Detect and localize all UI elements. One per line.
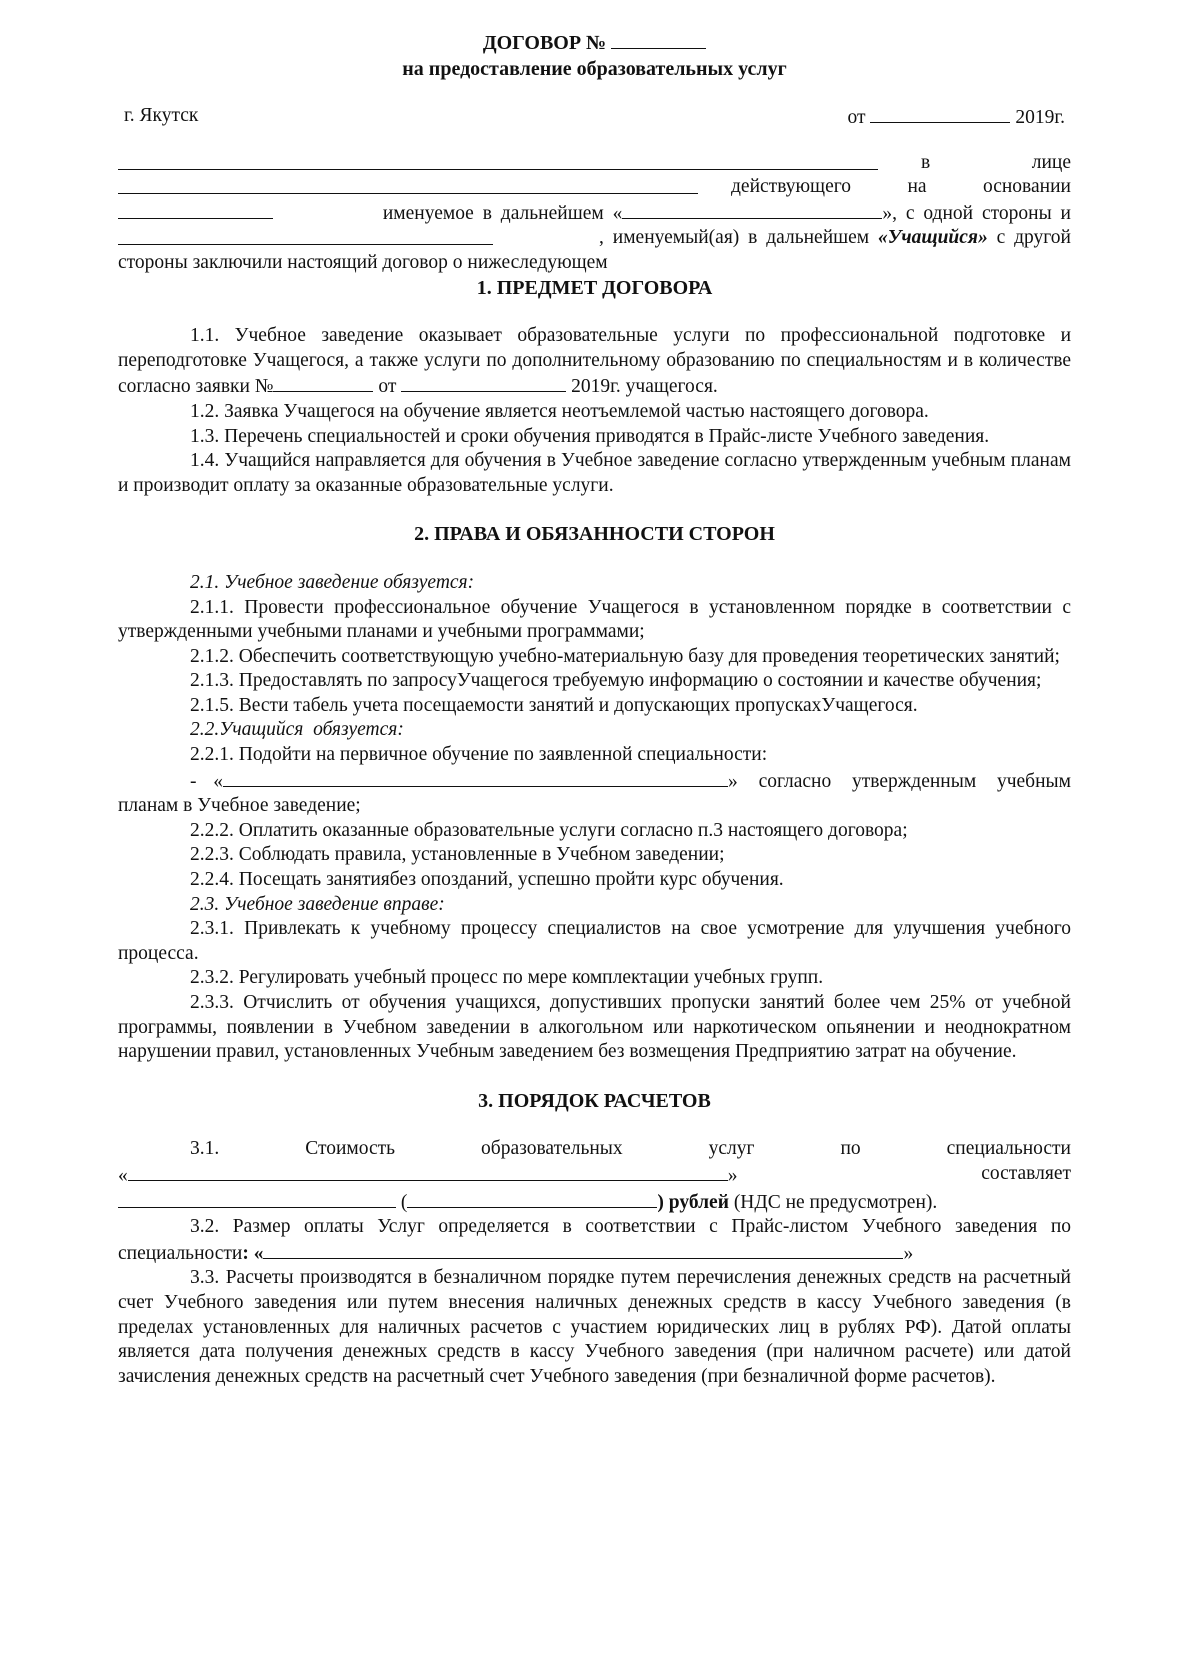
parties-block: в лице действующего на основании именуемое в дальнейшем « », с одной стороны и , именуемый(ая) в дальнейшем «Учащийся» с другой стороны заключили настоящий договор о нижеследующем — [118, 151, 1071, 273]
clause-2-2-2: 2.2.2. Оплатить оказанные образовательные услуги согласно п.3 настоящего договора; — [190, 819, 908, 841]
clause-1-2: 1.2. Заявка Учащегося на обучение является неотъемлемой частью настоящего договора. — [190, 400, 929, 422]
price-words-blank — [407, 1189, 657, 1208]
specialty-blank — [223, 768, 728, 787]
clause-2-1-5: 2.1.5. Вести табель учета посещаемости занятий и допускающих пропускахУчащегося. — [190, 694, 918, 716]
clause-3-1-line3: ( ) рублей (НДС не предусмотрен). — [118, 1189, 1071, 1216]
clause-1-3: 1.3. Перечень специальностей и сроки обучения приводятся в Прайс-листе Учебного заведения. — [190, 425, 990, 447]
clause-2-1-2: 2.1.2. Обеспечить соответствующую учебно-материальную базу для проведения теоретических занятий; — [190, 645, 1060, 667]
clause-2-3-1: 2.3.1. Привлекать к учебному процессу специалистов на свое усмотрение для улучшения учебного процесса. — [118, 918, 1071, 964]
document-subtitle: на предоставление образовательных услуг — [402, 58, 787, 80]
section-2 — [118, 571, 1071, 1065]
clause-3-3: 3.3. Расчеты производятся в безналичном порядке путем перечисления денежных средств на расчетный счет Учебного заведения или путем внесения наличных денежных средств в кассу Учебного заведения (в пределах установленных для наличных расчетов с участием юридических лиц в рублях РФ). Датой оплаты является дата получения денежных средств в кассу Учебного заведения (при наличном расчете) или датой зачисления денежных средств на расчетный счет Учебного заведения (при безналичной форме расчетов). — [118, 1267, 1071, 1387]
contract-page — [118, 30, 1071, 1389]
institution-alias-blank — [622, 200, 882, 219]
clause-3-1-line2: « » составляет — [118, 1162, 1071, 1186]
clause-2-1-3: 2.1.3. Предоставлять по запросуУчащегося требуемую информацию о состоянии и качестве обучения; — [190, 670, 1042, 692]
subsection-2-1: 2.1. Учебное заведение обязуется: — [190, 571, 475, 593]
student-name-blank — [118, 226, 493, 245]
clause-3-2: 3.2. Размер оплаты Услуг определяется в соответствии с Прайс-листом Учебного заведения по специальности: « » — [118, 1216, 1072, 1264]
place-date-row — [118, 104, 1071, 131]
subsection-2-3: 2.3. Учебное заведение вправе: — [190, 893, 445, 915]
basis-blank — [118, 200, 273, 219]
clause-1-4: 1.4. Учащийся направляется для обучения в Учебное заведение согласно утвержденным учебным планам и производит оплату за оказанные образовательные услуги. — [118, 450, 1071, 496]
clause-2-2-4: 2.2.4. Посещать занятиябез опозданий, успешно пройти курс обучения. — [190, 869, 784, 891]
clause-2-3-3: 2.3.3. Отчислить от обучения учащихся, допустивших пропуски занятий более чем 25% от учебной программы, появлении в Учебном заведении в алкогольном или наркотическом опьянении и неоднократном нарушении правил, установленных Учебным заведением без возмещения Предприятию затрат на обучение. — [118, 992, 1071, 1063]
contract-date: от 2019г. — [848, 104, 1065, 131]
section-2-heading: 2. ПРАВА И ОБЯЗАННОСТИ СТОРОН — [414, 523, 775, 546]
subsection-2-2: 2.2.Учащийся обязуется: — [190, 719, 404, 741]
clause-2-1-1: 2.1.1. Провести профессиональное обучение Учащегося в установленном порядке в соответствии с утвержденными учебными планами и учебными программами; — [118, 596, 1071, 643]
clause-1-1: 1.1. Учебное заведение оказывает образовательные услуги по профессиональной подготовке и переподготовке Учащегося, а также услуги по дополнительному образованию по специальностям и в количестве согласно заявки № от 2019г. учащегося. — [118, 325, 1071, 398]
section-1-heading: 1. ПРЕДМЕТ ДОГОВОРА — [476, 276, 713, 299]
clause-2-2-1: 2.2.1. Подойти на первичное обучение по заявленной специальности: — [190, 744, 768, 766]
clause-2-3-2: 2.3.2. Регулировать учебный процесс по мере комплектации учебных групп. — [190, 967, 824, 989]
clause-2-2-3: 2.2.3. Соблюдать правила, установленные в Учебном заведении; — [190, 844, 725, 866]
date-blank — [870, 104, 1010, 123]
city: г. Якутск — [124, 105, 199, 126]
price-digits-blank — [118, 1189, 396, 1208]
price-specialty-blank — [128, 1162, 728, 1181]
payment-specialty-blank — [263, 1240, 903, 1259]
clause-3-1-line1: 3.1. Стоимость образовательных услуг по специальности — [190, 1138, 1071, 1160]
institution-name-blank — [118, 151, 878, 170]
document-title: ДОГОВОР № — [118, 30, 1071, 56]
section-3-heading: 3. ПОРЯДОК РАСЧЕТОВ — [478, 1089, 711, 1112]
section-1 — [118, 324, 1071, 498]
section-3 — [118, 1137, 1071, 1389]
clause-2-2-1-specialty: - « » согласно утвержденным учебным планам в Учебное заведение; — [118, 768, 1071, 819]
representative-blank — [118, 175, 698, 194]
contract-number-blank — [611, 30, 706, 49]
